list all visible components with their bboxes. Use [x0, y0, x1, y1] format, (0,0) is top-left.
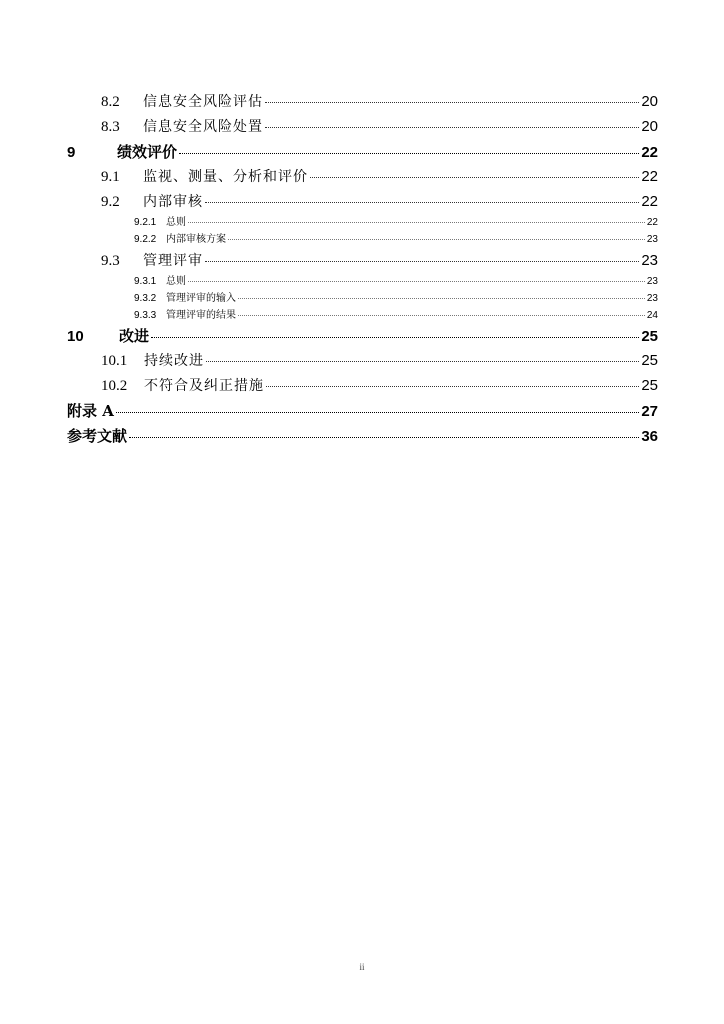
toc-entry-page: 27 [641, 403, 658, 420]
toc-entry-references[interactable] [67, 425, 658, 446]
toc-entry-page: 23 [646, 293, 658, 304]
toc-entry-page: 22 [641, 193, 658, 210]
toc-entry-8-3[interactable] [101, 116, 658, 136]
dot-leader [265, 102, 639, 103]
toc-entry-10-2[interactable] [101, 375, 658, 395]
toc-entry-title: 不符合及纠正措施 [144, 378, 264, 394]
toc-entry-title: 参考文献 [67, 427, 128, 445]
dot-leader [238, 315, 645, 316]
toc-entry-10[interactable] [67, 325, 658, 346]
dot-leader [179, 153, 639, 154]
dot-leader [188, 281, 645, 282]
toc-entry-title: 监视、测量、分析和评价 [143, 169, 308, 185]
toc-entry-title: 总则 [166, 217, 186, 228]
toc-entry-number: 9.3.3 [134, 310, 157, 321]
toc-entry-number: 9.2.1 [134, 217, 157, 228]
dot-leader [310, 177, 639, 178]
toc-entry-number: 10 [67, 328, 84, 345]
toc-entry-9-3-1[interactable] [134, 272, 658, 287]
toc-entry-8-2[interactable] [101, 91, 658, 111]
toc-entry-9-2-1[interactable] [134, 213, 658, 228]
toc-entry-number: 9 [67, 144, 76, 161]
toc-entry-title: 改进 [119, 327, 150, 345]
toc-entry-number: 9.2.2 [134, 234, 157, 245]
dot-leader [188, 222, 645, 223]
dot-leader [206, 361, 639, 362]
toc-entry-title: 总则 [166, 276, 186, 287]
toc-entry-page: 22 [646, 217, 658, 228]
toc-entry-appendix-a[interactable] [67, 400, 658, 421]
toc-entry-number: 8.2 [101, 94, 120, 110]
toc-entry-title: 附录 A [67, 402, 114, 420]
toc-entry-title: 信息安全风险评估 [143, 94, 263, 110]
page-number: ii [359, 962, 365, 972]
toc-entry-9-3-3[interactable] [134, 306, 658, 321]
toc-entry-title: 持续改进 [144, 353, 204, 369]
toc-entry-page: 25 [641, 328, 658, 345]
toc-entry-page: 22 [641, 168, 658, 185]
toc-entry-9-2-2[interactable] [134, 230, 658, 245]
toc-entry-title: 内部审核 [143, 194, 203, 210]
toc-entry-number: 9.3.1 [134, 276, 157, 287]
toc-entry-number: 9.2 [101, 194, 120, 210]
dot-leader [205, 261, 639, 262]
toc-entry-number: 9.1 [101, 169, 120, 185]
toc-entry-9-1[interactable] [101, 166, 658, 186]
toc-entry-title: 管理评审 [143, 253, 203, 269]
toc-entry-page: 25 [641, 377, 658, 394]
dot-leader [266, 386, 639, 387]
toc-entry-number: 9.3.2 [134, 293, 157, 304]
toc-entry-number: 8.3 [101, 119, 120, 135]
toc-entry-9-3-2[interactable] [134, 289, 658, 304]
dot-leader [205, 202, 639, 203]
toc-entry-title: 管理评审的输入 [166, 293, 236, 304]
toc-entry-title: 内部审核方案 [166, 234, 226, 245]
dot-leader [228, 239, 645, 240]
dot-leader [265, 127, 639, 128]
dot-leader [129, 437, 639, 438]
toc-entry-title: 绩效评价 [117, 143, 178, 161]
toc-entry-number: 10.1 [101, 353, 128, 369]
toc-entry-10-1[interactable] [101, 350, 658, 370]
toc-entry-9-3[interactable] [101, 250, 658, 270]
toc-entry-title: 管理评审的结果 [166, 310, 236, 321]
toc-entry-9-2[interactable] [101, 191, 658, 211]
toc-entry-page: 20 [641, 118, 658, 135]
dot-leader [238, 298, 645, 299]
toc-entry-number: 10.2 [101, 378, 128, 394]
toc-entry-page: 23 [646, 276, 658, 287]
dot-leader [151, 337, 639, 338]
dot-leader [116, 412, 639, 413]
toc-entry-number: 9.3 [101, 253, 120, 269]
toc-entry-9[interactable] [67, 141, 658, 162]
toc-entry-page: 25 [641, 352, 658, 369]
toc-entry-page: 22 [641, 144, 658, 161]
toc-entry-title: 信息安全风险处置 [143, 119, 263, 135]
toc-entry-page: 23 [641, 252, 658, 269]
toc-entry-page: 23 [646, 234, 658, 245]
toc-entry-page: 36 [641, 428, 658, 445]
toc-entry-page: 20 [641, 93, 658, 110]
toc-entry-page: 24 [646, 310, 658, 321]
